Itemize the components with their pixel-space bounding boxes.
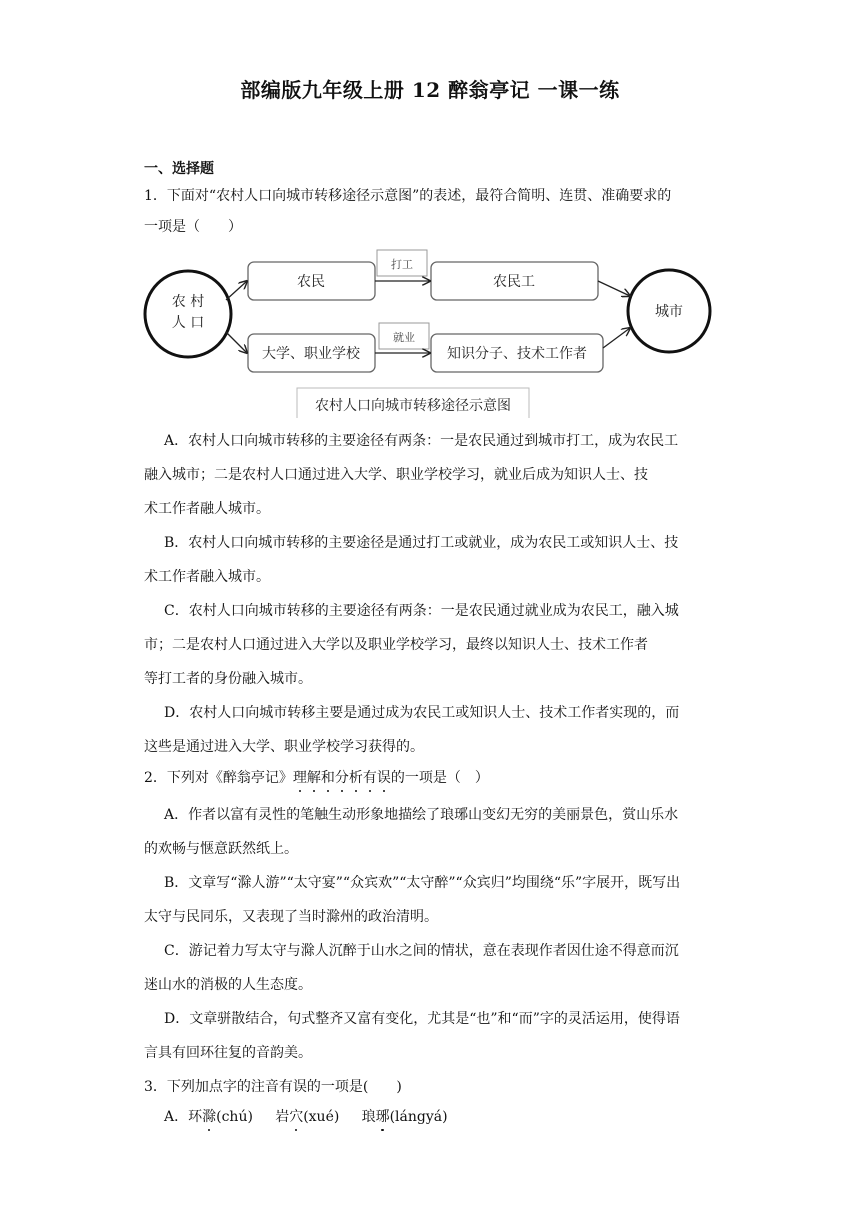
q2-dotted-char: 理: [292, 770, 307, 786]
q3-word3-prefix: 琅: [361, 1109, 376, 1125]
q3-word1-prefix: 环: [188, 1109, 203, 1125]
q3-word1-dotted: 滁: [202, 1109, 217, 1125]
q2-dotted-char: 析: [348, 770, 363, 786]
q3-option-a: [164, 1107, 448, 1127]
q3-stem: 3．下列加点字的注音有误的一项是( ): [144, 1079, 402, 1095]
q1-option-b-line2: 术工作者融入城市。: [144, 569, 270, 585]
q1-option-c-line3: 等打工者的身份融入城市。: [144, 671, 312, 687]
migrant-worker-label: 农民工: [493, 274, 535, 290]
q2-dotted-char: 有: [362, 770, 377, 786]
q2-stem-before: 2．下列对《醉翁亭记》: [144, 770, 293, 786]
q2-option-c-line1: C．游记着力写太守与滁人沉醉于山水之间的情状，意在表现作者因仕途不得意而沉: [164, 943, 679, 959]
college-label: 大学、职业学校: [262, 346, 360, 362]
rural-population-label-1: 农 村: [171, 294, 205, 310]
q2-dotted-char: 和: [320, 770, 335, 786]
q1-option-c-line1: C．农村人口向城市转移的主要途径有两条：一是农民通过就业成为农民工，融入城: [164, 603, 679, 619]
q3-word2-dotted: 穴: [289, 1109, 304, 1125]
arrow-source-to-farmer: [226, 281, 247, 300]
job-edge-label: 就业: [393, 331, 415, 344]
work-edge-label: 打工: [391, 258, 413, 271]
q1-option-b-line1: B．农村人口向城市转移的主要途径是通过打工或就业，成为农民工或知识人士、技: [164, 535, 679, 551]
q3-word2-pinyin: (xué): [303, 1109, 340, 1125]
q2-stem: [144, 768, 489, 788]
rural-population-label-2: 人 口: [171, 315, 205, 331]
q1-option-c-line2: 市；二是农村人口通过进入大学以及职业学校学习，最终以知识人士、技术工作者: [144, 637, 648, 653]
q2-dotted-char: 误: [376, 770, 391, 786]
q1-option-a-line1: A．农村人口向城市转移的主要途径有两条：一是农民通过到城市打工，成为农民工: [164, 433, 679, 449]
q1-option-d-line2: 这些是通过进入大学、职业学校学习获得的。: [144, 739, 424, 755]
q3-word3-dotted: 琊: [375, 1109, 390, 1125]
farmer-label: 农民: [297, 274, 325, 290]
q2-option-d-line1: D．文章骈散结合，句式整齐又富有变化，尤其是“也”和“而”字的灵活运用，使得语: [164, 1011, 680, 1027]
q1-option-a-line2: 融入城市；二是农村人口通过进入大学、职业学校学习，就业后成为知识人士、技: [144, 467, 648, 483]
arrow-migrant-to-city: [598, 281, 630, 296]
q1-stem-line1: 1．下面对“农村人口向城市转移途径示意图”的表述，最符合简明、连贯、准确要求的: [144, 188, 672, 204]
q2-stem-after: 的一项是（ ）: [390, 770, 489, 786]
q1-option-d-line1: D．农村人口向城市转移主要是通过成为农民工或知识人士、技术工作者实现的，而: [164, 705, 680, 721]
q3-word3-pinyin: (lángyá): [389, 1109, 448, 1125]
arrow-source-to-college: [226, 332, 247, 353]
q2-stem-dotted: [293, 770, 391, 786]
q2-dotted-char: 解: [306, 770, 321, 786]
diagram-caption: 农村人口向城市转移途径示意图: [315, 398, 511, 414]
q2-option-b-line2: 太守与民同乐，又表现了当时滁州的政治清明。: [144, 909, 438, 925]
knowledge-worker-label: 知识分子、技术工作者: [447, 346, 587, 362]
q2-dotted-char: 分: [334, 770, 349, 786]
q2-option-c-line2: 迷山水的消极的人生态度。: [144, 977, 312, 993]
q2-option-a-line2: 的欢畅与惬意跃然纸上。: [144, 841, 298, 857]
arrow-knowledge-to-city: [603, 328, 630, 348]
document-title: 部编版九年级上册 12 醉翁亭记 一课一练: [240, 78, 620, 102]
q3-word1-pinyin: (chú): [216, 1109, 253, 1125]
q2-option-a-line1: A．作者以富有灵性的笔触生动形象地描绘了琅琊山变幻无穷的美丽景色，赏山乐水: [164, 807, 679, 823]
q1-option-a-line3: 术工作者融人城市。: [144, 501, 270, 517]
q3-word2-prefix: 岩: [275, 1109, 290, 1125]
section-heading: 一、选择题: [144, 161, 214, 177]
q2-option-d-line2: 言具有回环往复的音韵美。: [144, 1045, 312, 1061]
q3-option-a-label: A．: [164, 1109, 189, 1125]
city-label: 城市: [655, 304, 683, 320]
q2-option-b-line1: B．文章写“滁人游”“太守宴”“众宾欢”“太守醉”“众宾归”均围绕“乐”字展开，既写出: [164, 875, 681, 891]
q1-stem-line2: 一项是（ ）: [144, 219, 242, 235]
migration-diagram: [0, 248, 860, 418]
rural-population-node: [145, 271, 231, 357]
